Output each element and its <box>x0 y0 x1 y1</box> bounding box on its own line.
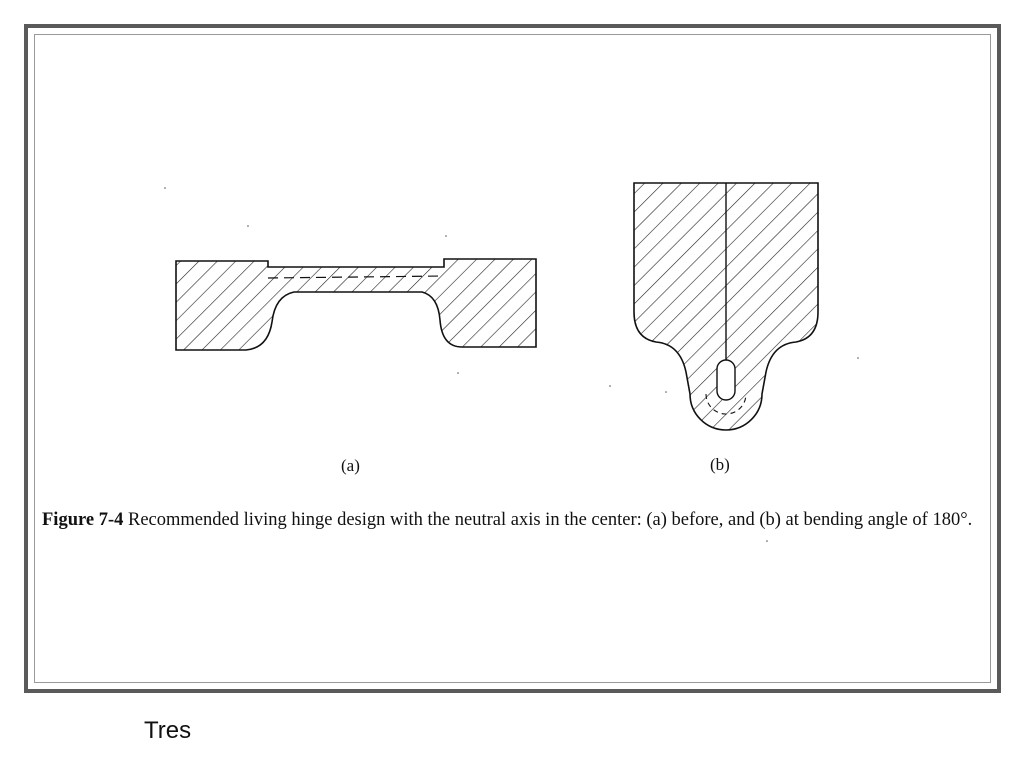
hinge-bent-shape <box>634 183 818 430</box>
hinge-fold-gap <box>717 360 735 400</box>
figure-number: Figure 7-4 <box>42 510 124 530</box>
figure-caption-text: Recommended living hinge design with the neutral axis in the center: (a) before, and (b) at bending angle of 180°. <box>123 510 973 530</box>
slide-footer-text: Tres <box>144 717 192 744</box>
figure-caption <box>42 509 992 532</box>
subfigure-label-a: (a) <box>341 456 360 475</box>
subfigure-label-b: (b) <box>710 455 730 474</box>
hinge-before-shape <box>176 259 536 350</box>
